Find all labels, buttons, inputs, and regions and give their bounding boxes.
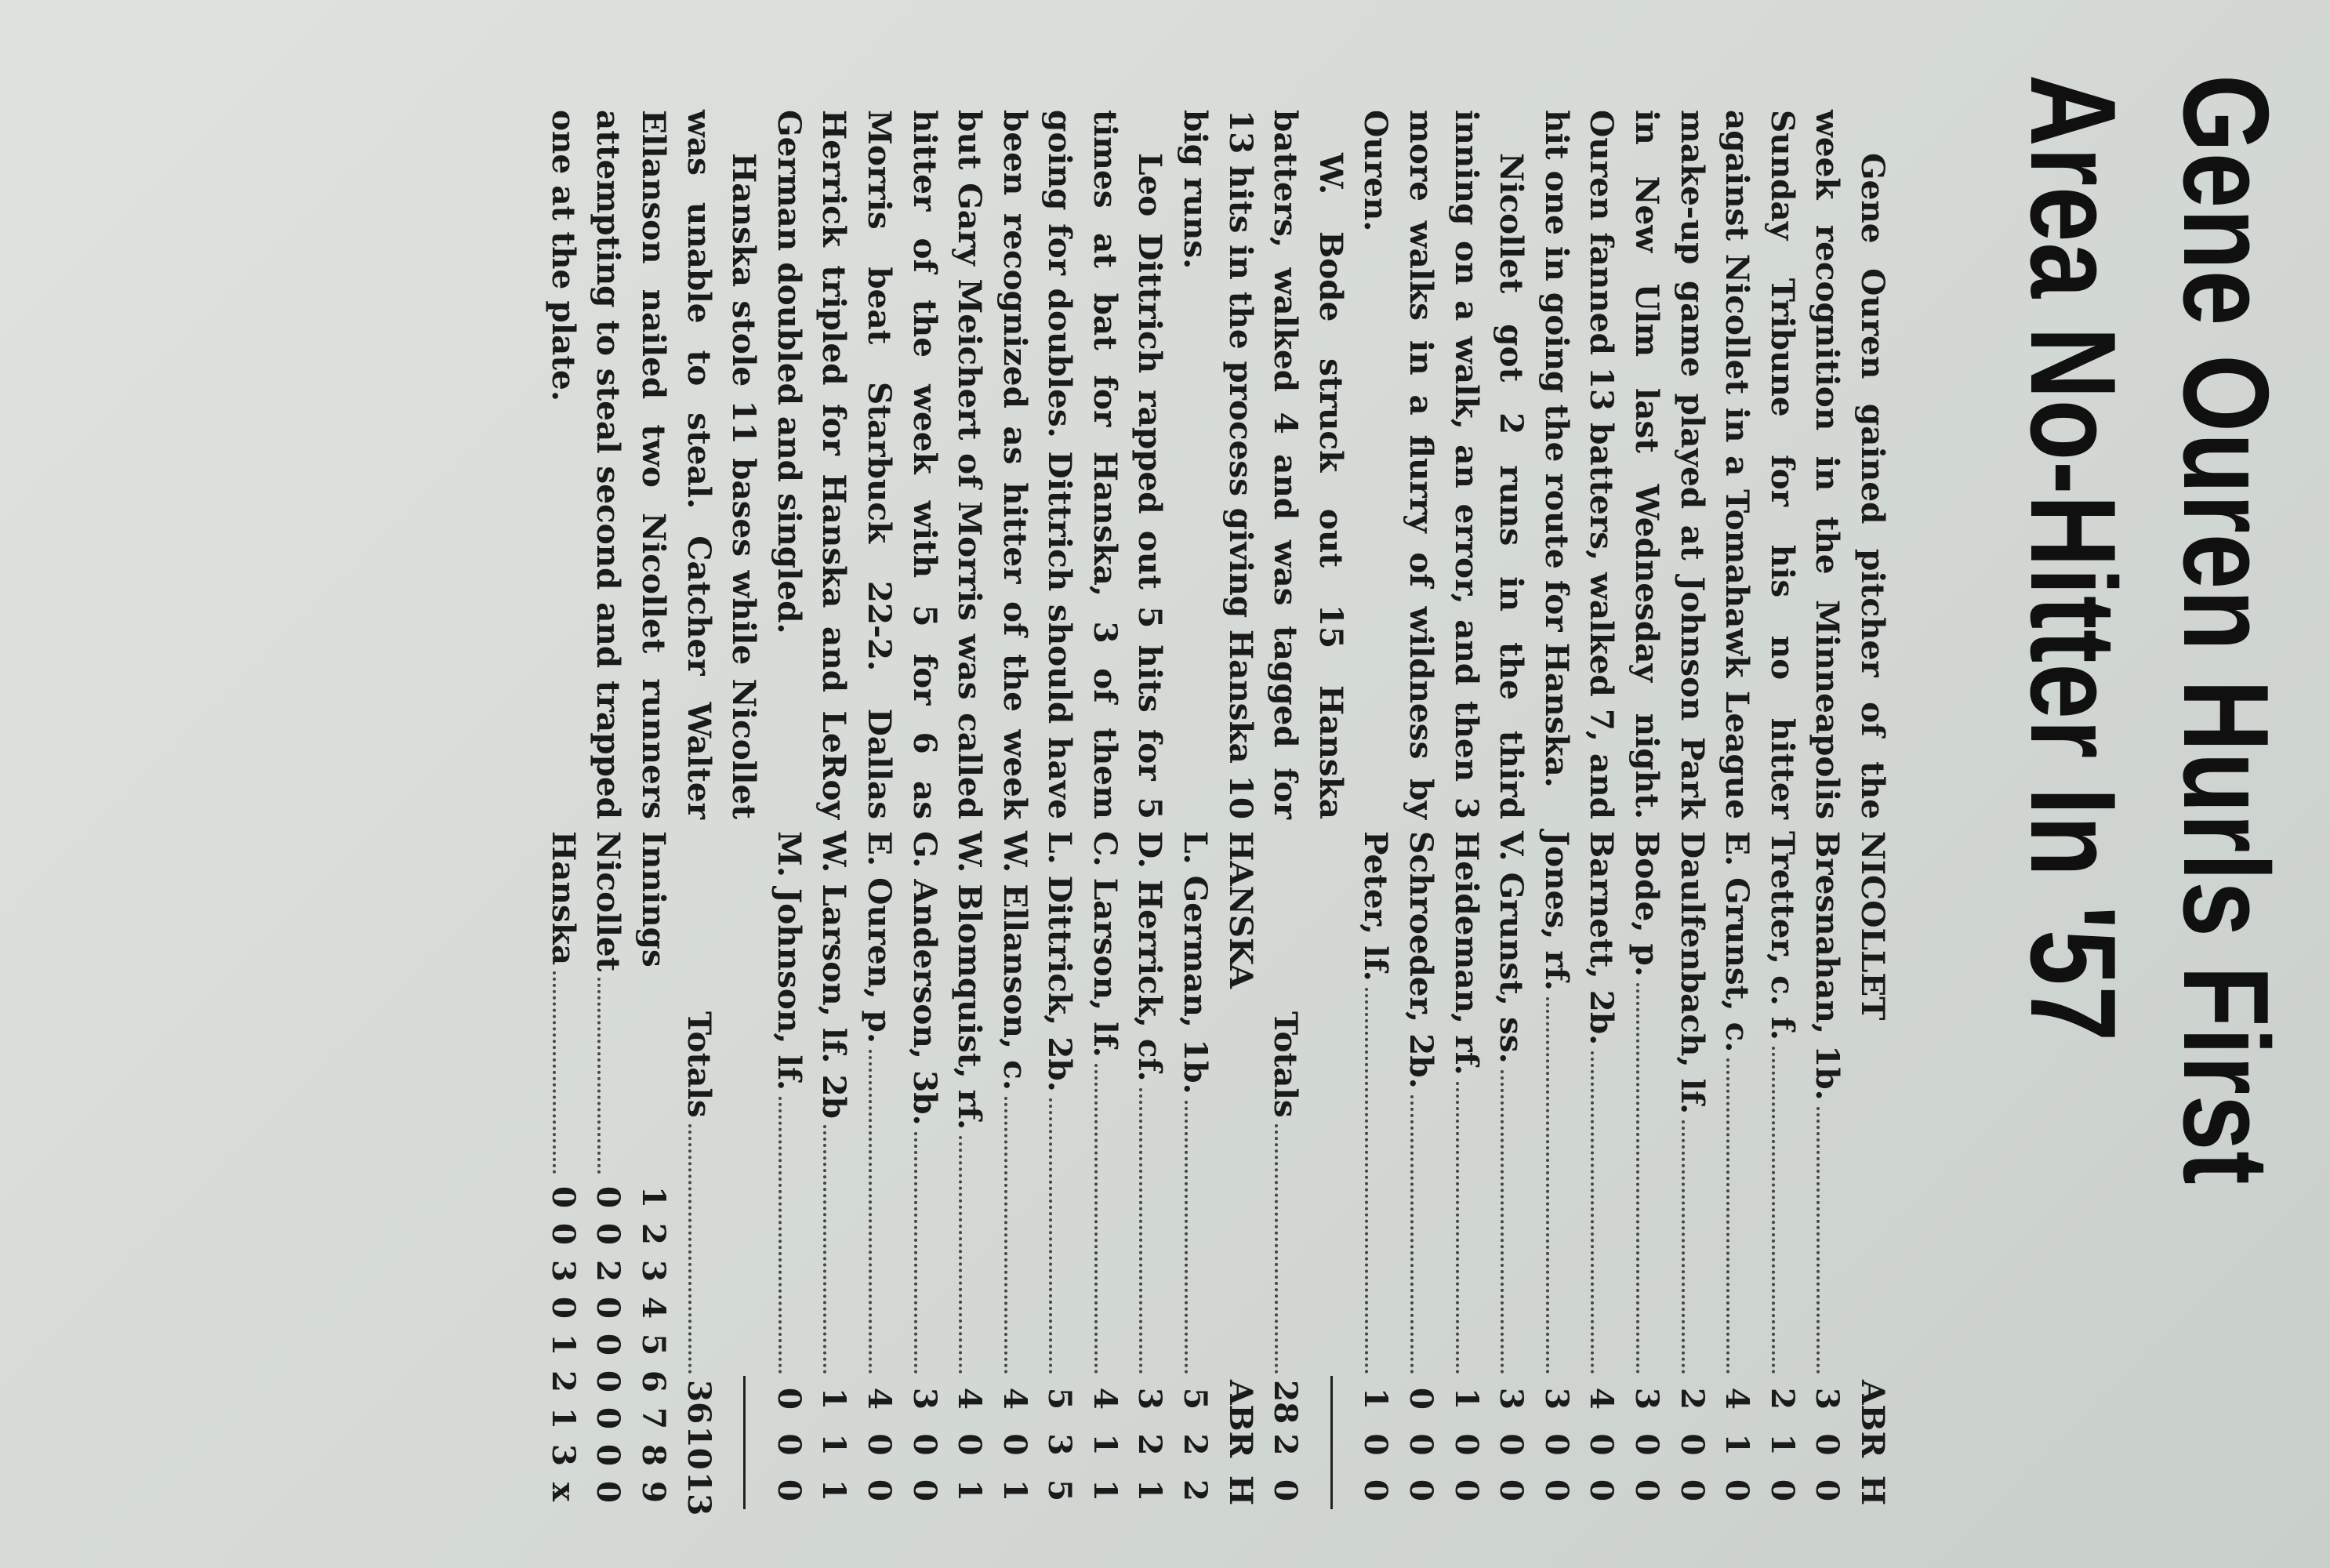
inning-cell: 2 xyxy=(590,1259,628,1283)
runs-value: 0 xyxy=(996,1433,1034,1456)
linescore-row xyxy=(540,831,586,1509)
player-row xyxy=(1759,831,1805,1509)
player-name: Bresnahan, 1b. xyxy=(1809,831,1847,1101)
leader-dots xyxy=(1410,1095,1414,1374)
runs-value: 1 xyxy=(1718,1433,1757,1456)
leader-dots xyxy=(1591,1051,1594,1374)
hits-value: 0 xyxy=(1763,1479,1802,1502)
hits-value: 0 xyxy=(860,1479,898,1502)
at-bats-value: 3 xyxy=(1131,1387,1170,1410)
runs-value: 0 xyxy=(1447,1433,1486,1456)
stat-header: AB R H xyxy=(1854,1380,1892,1506)
player-stats xyxy=(1173,1380,1218,1509)
hanska-player-list xyxy=(766,831,1218,1509)
runs-value: 0 xyxy=(1357,1433,1395,1456)
nicollet-header-row xyxy=(1849,831,1895,1509)
leader-dots xyxy=(1004,1097,1007,1374)
inning-cell: 1 xyxy=(634,1185,673,1209)
hits-value: 0 xyxy=(1628,1479,1667,1502)
player-stats xyxy=(1579,1380,1624,1509)
inning-cell: 0 xyxy=(590,1333,628,1356)
runs-value: 0 xyxy=(770,1433,808,1456)
leader-dots xyxy=(1185,1101,1188,1374)
player-stats xyxy=(1759,1380,1805,1509)
runs-value: 0 xyxy=(951,1433,989,1456)
at-bats-value: 3 xyxy=(1628,1387,1667,1410)
article-body xyxy=(540,110,1895,819)
hits-value: 1 xyxy=(951,1479,989,1502)
runs-value: 0 xyxy=(1583,1433,1621,1456)
leader-dots xyxy=(1365,988,1368,1374)
inning-cell: 2 xyxy=(634,1222,673,1246)
inning-cells xyxy=(630,1180,676,1509)
player-row xyxy=(1533,831,1579,1509)
headline-line-1: Gene Ouren Hurls First xyxy=(2158,74,2294,1185)
nicollet-player-list xyxy=(1353,831,1850,1509)
inning-cells xyxy=(586,1180,631,1509)
leader-dots xyxy=(1049,1098,1052,1374)
runs-value: 1 xyxy=(1763,1433,1802,1456)
player-row xyxy=(1624,831,1669,1509)
inning-cell: 0 xyxy=(590,1185,628,1209)
article-paragraph: Nicollet got 2 runs in the third inning on a walk, an error, and then 3 more walks in a flurry of wildness by Ouren. xyxy=(1357,110,1531,819)
player-stats xyxy=(1805,1380,1850,1509)
inning-cell: 6 xyxy=(634,1370,673,1393)
player-row xyxy=(1669,831,1715,1509)
player-name: L. German, 1b. xyxy=(1177,831,1215,1094)
player-stats xyxy=(1489,1380,1534,1509)
hits-value: 0 xyxy=(1718,1479,1757,1502)
box-score xyxy=(540,831,1895,1516)
leader-dots xyxy=(778,1097,782,1374)
linescore-label: Hanska xyxy=(544,831,582,966)
player-name: Barnett, 2b. xyxy=(1583,831,1621,1046)
leader-dots xyxy=(1456,1082,1459,1374)
player-name: E. Grunst, c. xyxy=(1718,831,1757,1053)
player-row xyxy=(1805,831,1850,1509)
runs-value: 0 xyxy=(906,1433,944,1456)
at-bats-value: 1 xyxy=(815,1387,854,1410)
player-name: W. Ellanson, c. xyxy=(996,831,1034,1091)
inning-cell: 5 xyxy=(634,1333,673,1356)
article-paragraph: W. Bode struck out 15 Hanska batters, walked 4 and was tagged for 13 hits in the process giving Hanska 10 big runs. xyxy=(1177,110,1350,819)
player-name: G. Anderson, 3b. xyxy=(906,831,944,1126)
hits-value: 5 xyxy=(1041,1479,1080,1502)
hits-value: 0 xyxy=(1673,1479,1711,1502)
at-bats-value: 2 xyxy=(1673,1387,1711,1410)
at-bats-value: 4 xyxy=(1086,1387,1124,1410)
team-name-nicollet: NICOLLET xyxy=(1854,831,1892,1021)
player-stats xyxy=(1037,1380,1083,1509)
player-row xyxy=(1127,831,1173,1509)
totals-rule xyxy=(721,831,767,1509)
at-bats-value: 3 xyxy=(1493,1387,1531,1410)
leader-dots xyxy=(959,1136,962,1374)
player-stats xyxy=(1353,1380,1399,1509)
at-bats-value: 4 xyxy=(951,1387,989,1410)
inning-cell: 3 xyxy=(634,1259,673,1283)
player-stats xyxy=(856,1380,902,1509)
player-row xyxy=(902,831,947,1509)
runs-value: 2 xyxy=(1177,1433,1215,1456)
inning-cell: 2 xyxy=(544,1370,582,1393)
at-bats-value: 3 xyxy=(1537,1387,1576,1410)
player-row xyxy=(1443,831,1489,1509)
player-stats xyxy=(1398,1380,1443,1509)
hits-value: 0 xyxy=(1583,1479,1621,1502)
inning-cell: 0 xyxy=(590,1406,628,1430)
player-stats xyxy=(1669,1380,1715,1509)
player-name: Bode, p. xyxy=(1628,831,1667,977)
player-row xyxy=(1715,831,1760,1509)
player-name: Schroeder, 2b. xyxy=(1403,831,1441,1089)
at-bats-value: 5 xyxy=(1041,1387,1080,1410)
runs-value: 0 xyxy=(1628,1433,1667,1456)
player-row xyxy=(1489,831,1534,1509)
linescore-label: Nicollet xyxy=(590,831,628,972)
player-row xyxy=(856,831,902,1509)
leader-dots xyxy=(823,1125,826,1374)
player-row xyxy=(811,831,857,1509)
player-stats xyxy=(1127,1380,1173,1509)
player-stats xyxy=(1443,1380,1489,1509)
player-name: Peter, lf. xyxy=(1357,831,1395,982)
team-name-hanska: HANSKA xyxy=(1221,831,1260,989)
inning-cell: 0 xyxy=(544,1222,582,1246)
hits-value: 1 xyxy=(1131,1479,1170,1502)
player-name: E. Ouren, p. xyxy=(860,831,898,1044)
player-name: W. Blomquist, rf. xyxy=(951,831,989,1131)
at-bats-value: 4 xyxy=(996,1387,1034,1410)
runs-value: 1 xyxy=(1086,1433,1124,1456)
article-paragraph: Gene Ouren gained pitcher of the week recognition in the Minneapolis Sunday Tribune for his no hitter against Nicollet in a Tomahawk League make-up game played at Johnson Park in New Ulm last Wednesday night. Ouren fanned 13 batters, walked 7, and hit one in going the route for Hanska. xyxy=(1537,110,1892,819)
inning-cell: 3 xyxy=(544,1443,582,1467)
inning-cell: 0 xyxy=(590,1296,628,1319)
leader-dots xyxy=(1636,983,1639,1374)
hits-value: 0 xyxy=(1493,1479,1531,1502)
runs-value: 0 xyxy=(1493,1433,1531,1456)
totals-label: Totals xyxy=(680,1011,718,1118)
leader-dots xyxy=(1682,1120,1685,1374)
at-bats-value: 3 xyxy=(906,1387,944,1410)
inning-cell: 3 xyxy=(544,1259,582,1283)
player-stats xyxy=(992,1380,1037,1509)
inning-cell: 0 xyxy=(544,1185,582,1209)
leader-dots xyxy=(1501,1070,1504,1374)
runs-value: 0 xyxy=(1403,1433,1441,1456)
totals-rule xyxy=(1308,831,1353,1509)
player-row xyxy=(1353,831,1399,1509)
hits-value: 1 xyxy=(1086,1479,1124,1502)
player-stats xyxy=(1624,1380,1669,1509)
hits-value: 1 xyxy=(815,1479,854,1502)
inning-cell: 0 xyxy=(590,1370,628,1393)
player-name: Tretter, c. f. xyxy=(1763,831,1802,1041)
inning-cell: 0 xyxy=(590,1443,628,1467)
inning-cells xyxy=(540,1180,586,1509)
player-stats xyxy=(1082,1380,1127,1509)
leader-dots xyxy=(1726,1058,1729,1374)
leader-dots xyxy=(914,1132,917,1374)
runs-value: 0 xyxy=(860,1433,898,1456)
player-stats xyxy=(766,1380,811,1509)
hits-value: 0 xyxy=(1357,1479,1395,1502)
hits-value: 0 xyxy=(1447,1479,1486,1502)
player-name: Daulfenbach, lf. xyxy=(1673,831,1711,1115)
player-row xyxy=(1037,831,1083,1509)
runs-value: 0 xyxy=(1537,1433,1576,1456)
inning-cell: 1 xyxy=(544,1333,582,1356)
player-row xyxy=(1579,831,1624,1509)
inning-cell: 0 xyxy=(544,1296,582,1319)
player-name: L. Dittrick, 2b. xyxy=(1041,831,1080,1092)
at-bats-value: 2 xyxy=(1763,1387,1802,1410)
hits-value: 0 xyxy=(1537,1479,1576,1502)
runs-value: 2 xyxy=(1131,1433,1170,1456)
inning-cell: 7 xyxy=(634,1406,673,1430)
at-bats-value: 1 xyxy=(1357,1387,1395,1410)
runs-value: 1 xyxy=(815,1433,854,1456)
hanska-header-row xyxy=(1218,831,1263,1509)
innings-header-row xyxy=(630,831,676,1509)
player-row xyxy=(992,831,1037,1509)
nicollet-totals-row: Totals 28 2 0 xyxy=(1263,831,1308,1509)
player-stats xyxy=(902,1380,947,1509)
at-bats-value: 4 xyxy=(1718,1387,1757,1410)
hanska-totals-row: Totals 36 10 13 xyxy=(676,831,721,1509)
player-name: W. Larson, lf. 2b xyxy=(815,831,854,1119)
player-name: C. Larson, lf. xyxy=(1086,831,1124,1058)
at-bats-value: 0 xyxy=(770,1387,808,1410)
at-bats-value: 5 xyxy=(1177,1387,1215,1410)
player-row xyxy=(947,831,993,1509)
inning-cell: 9 xyxy=(634,1480,673,1504)
leader-dots xyxy=(1772,1047,1775,1374)
at-bats-value: 0 xyxy=(1403,1387,1441,1410)
player-row xyxy=(1398,831,1443,1509)
linescore xyxy=(540,831,676,1509)
inning-cell: 0 xyxy=(590,1480,628,1504)
leader-dots xyxy=(1094,1064,1098,1374)
player-stats xyxy=(1715,1380,1760,1509)
leader-dots xyxy=(1816,1107,1820,1374)
stat-header: AB R H xyxy=(1221,1380,1260,1506)
inning-cell: x xyxy=(544,1482,582,1502)
player-stats xyxy=(1533,1380,1579,1509)
player-name: M. Johnson, lf. xyxy=(770,831,808,1091)
hits-value: 2 xyxy=(1177,1479,1215,1502)
linescore-row xyxy=(586,831,631,1509)
player-stats xyxy=(811,1380,857,1509)
leader-dots xyxy=(1140,1088,1143,1374)
at-bats-value: 1 xyxy=(1447,1387,1486,1410)
player-name: D. Herrick, cf. xyxy=(1131,831,1170,1082)
hits-value: 0 xyxy=(1403,1479,1441,1502)
inning-cell: 4 xyxy=(634,1296,673,1319)
player-row xyxy=(1082,831,1127,1509)
at-bats-value: 4 xyxy=(860,1387,898,1410)
runs-value: 0 xyxy=(1809,1433,1847,1456)
inning-cell: 0 xyxy=(590,1222,628,1246)
player-row xyxy=(766,831,811,1509)
inning-cell: 1 xyxy=(544,1406,582,1430)
hits-value: 0 xyxy=(1809,1479,1847,1502)
player-name: Jones, rf. xyxy=(1537,831,1576,991)
runs-value: 3 xyxy=(1041,1433,1080,1456)
hits-value: 0 xyxy=(906,1479,944,1502)
leader-dots xyxy=(869,1050,872,1374)
totals-label: Totals xyxy=(1267,1011,1305,1118)
leader-dots xyxy=(553,971,556,1174)
at-bats-value: 3 xyxy=(1809,1387,1847,1410)
player-stats xyxy=(947,1380,993,1509)
article-paragraph: Leo Dittrich rapped out 5 hits for 5 times at bat for Hanska, 3 of them going for doubles. Dittrich should have been recognized as hitter of the week but Gary Meichert of Morris was called hitter of the week with 5 for 6 as Morris beat Starbuck 22-2. Dallas Herrick tripled for Hanska and LeRoy German doubled and singled. xyxy=(770,110,1170,819)
linescore-label: Innings xyxy=(634,831,673,967)
player-name: V. Grunst, ss. xyxy=(1493,831,1531,1064)
player-name: Heideman, rf. xyxy=(1447,831,1486,1076)
at-bats-value: 4 xyxy=(1583,1387,1621,1410)
headline-line-2: Area No-Hitter In '57 xyxy=(2005,74,2141,1042)
hits-value: 0 xyxy=(770,1479,808,1502)
inning-cell: 8 xyxy=(634,1443,673,1467)
hits-value: 1 xyxy=(996,1479,1034,1502)
player-row xyxy=(1173,831,1218,1509)
runs-value: 0 xyxy=(1673,1433,1711,1456)
article-paragraph: Hanska stole 11 bases while Nicollet was unable to steal. Catcher Walter Ellanson nailed two Nicollet runners attempting to steal second and trapped one at the plate. xyxy=(544,110,764,819)
leader-dots xyxy=(597,978,601,1174)
leader-dots xyxy=(1546,997,1549,1374)
